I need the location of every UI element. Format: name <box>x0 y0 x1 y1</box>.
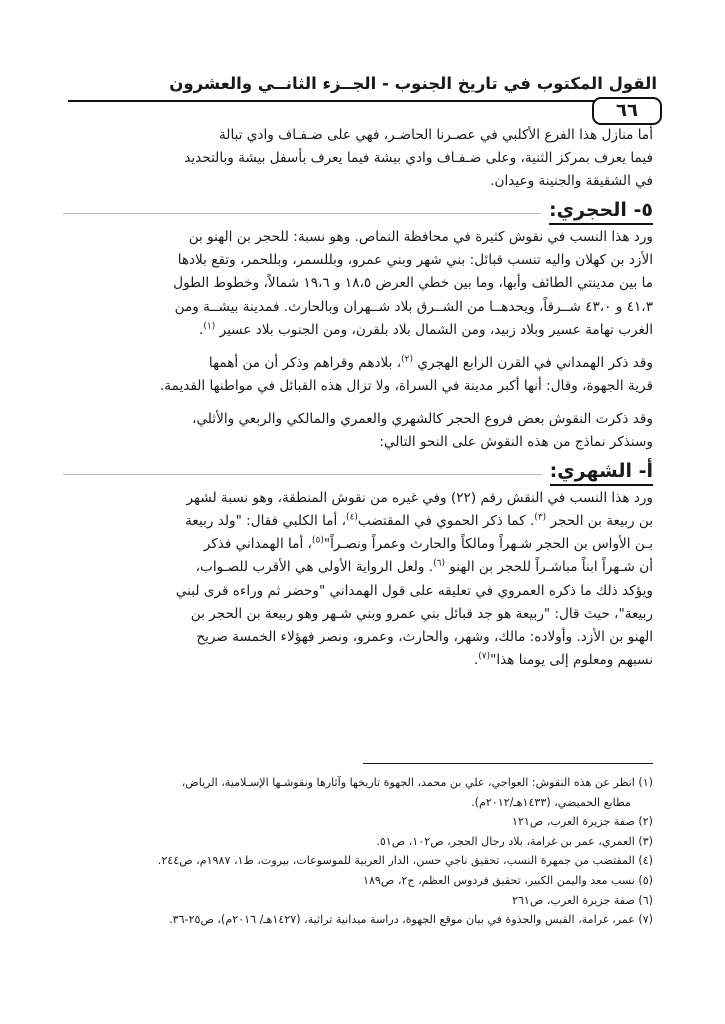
footnotes <box>63 773 653 930</box>
text-line: ربيعة"، حيث قال: "ربيعة هو جد قبائل بني عمرو وبني شـهر وهو ربيعة بن الحجر بن <box>190 605 653 622</box>
text-line: الغرب تهامة عسير وبلاد زبيد، ومن الشمال بلاد بلقرن، ومن الجنوب بلاد عسير <box>219 321 653 338</box>
section-paragraph <box>63 226 653 341</box>
text-line: وسنذكر نماذج من هذه النقوش على النحو التالي: <box>379 434 653 451</box>
text-line: ورد هذا النسب في نقوش كثيرة في محافظة النماص. وهو نسبة: للحجر بن الهنو بن <box>188 229 653 246</box>
footnote-ref[interactable]: (٥) <box>311 535 324 546</box>
subsection-paragraph <box>63 487 653 672</box>
text-line: في الشقيقة والجنينة وعيدان. <box>490 173 653 190</box>
heading-rule <box>63 213 541 214</box>
text-line: الأزد بن كهلان واليه تنسب قبائل: بني شهر وبني عمرو، وبللسمر، وبللحمر، وتقع بلادها <box>177 252 653 269</box>
footnote-ref[interactable]: (١) <box>203 321 216 332</box>
text-line: ٤١،٣ و ٤٣،٠ شــرقاً، ويحدهــا من الشــرق بلاد شــهران وبالحارث. فمدينة بيشــة ومن <box>174 298 653 315</box>
text-fragment: ، بلادهم وقراهم وذكر أن من أهمها <box>208 354 402 371</box>
subsection-heading <box>63 458 653 486</box>
text-fragment: ، أما الكلبي فقال: "ولد ربيعة <box>185 513 347 530</box>
text-fragment: وقد ذكر الهمداني في القرن الرابع الهجري <box>417 354 653 371</box>
footnote-ref[interactable]: (٧) <box>478 651 491 662</box>
section-heading-text: ٥- الحجري: <box>549 197 653 225</box>
footnote-ref[interactable]: (٣) <box>534 512 547 523</box>
footnote-6: (٦) صفة جزيرة العرب، ص٢٦١ <box>512 893 653 907</box>
section-paragraph <box>63 352 653 398</box>
footnote-ref[interactable]: (٦) <box>433 558 445 569</box>
text-line: فيما يعرف بمركز الثنية، وعلى ضـفـاف وادي بيشة فيما يعرف بأسفل بيشة وبالتحديد <box>184 150 653 167</box>
footnote-5: (٥) نسب معد واليمن الكبير، تحقيق فردوس العظم، ج٢، ص١٨٩ <box>363 873 653 887</box>
text-fragment: . ولعل الرواية الأولى هي الأقرب للصـواب، <box>195 559 434 576</box>
text-line: ما بين مدينتي الطائف وأبها، وما بين خطي العرض ١٨،٥ و ١٩،٦ شمالاً، وخطوط الطول <box>173 275 653 292</box>
footnote-ref[interactable]: (٤) <box>346 512 358 523</box>
subsection-heading-text: أ- الشهري: <box>550 458 653 486</box>
text-line: الهنو بن الأزد. وأولاده: مالك، وشهر، والحارث، وعمرو، ونصر فهؤلاء الخمسة صريح <box>196 628 653 645</box>
footnote-7: (٧) عمر، غرامة، القبس والجذوة في بيان موقع الجهوة، دراسة ميدانية تراثية، (١٤٢٧هـ/ ٢٠١٦م)، ص٢٥-٣٦. <box>169 913 653 927</box>
text-fragment: . <box>199 321 204 338</box>
footnote-2: (٢) صفة جزيرة العرب، ص١٢١ <box>512 815 653 829</box>
footnote-1-continuation: مطابع الحميضي، (١٤٣٣هـ/٢٠١٢م). <box>471 795 631 809</box>
header-rule <box>68 100 658 102</box>
footnote-4: (٤) المقتضب من جمهرة النسب، تحقيق ناجي حسن، الدار العربية للموسوعات، بيروت، ط١، ١٩٨٧م، ص٢٤٤. <box>157 854 653 868</box>
text-fragment: أن شـهراً ابناً مباشـراً للحجر بن الهنو <box>449 559 653 576</box>
section-paragraph <box>63 408 653 454</box>
text-fragment: . <box>473 651 479 668</box>
section-heading <box>63 197 653 225</box>
footnote-1: (١) انظر عن هذه النقوش: العواجي، علي بن محمد، الجهوة تاريخها وآثارها ونقوشـها الإسـلامية، الرياض، <box>181 776 653 789</box>
body-text <box>63 124 653 672</box>
intro-paragraph <box>63 124 653 193</box>
text-line: ويؤكد ذلك ما ذكره العمروي في تعليقه على قول الهمداني "وحضر ثم وراءه قرى لبني <box>175 582 653 599</box>
text-fragment: نسبهم ومعلوم إلى يومنا هذا" <box>490 651 653 668</box>
footnote-3: (٣) العمري، عمر بن غرامة، بلاد رجال الحجر، ص١٠٢، ص٥١. <box>376 834 653 848</box>
text-fragment: . كما ذكر الحموي في المقتضب <box>357 513 535 530</box>
page-number: ٦٦ <box>592 97 662 125</box>
heading-rule <box>63 474 542 475</box>
text-fragment: ، أما الهمداني فذكر <box>203 536 312 553</box>
text-line: أما منازل هذا الفرع الأكلبي في عصـرنا الحاضـر، فهي على ضـفـاف وادي تبالة <box>219 127 653 143</box>
text-fragment: بن ربيعة بن الحجر <box>550 513 653 530</box>
footnote-separator <box>363 763 653 764</box>
text-fragment: بـن الأواس بن الحجر شـهراً ومالكاً والحارث وعمراً ونصـراً" <box>323 536 653 553</box>
running-title: القول المكتوب في تاريخ الجنوب - الجــزء الثانــي والعشرون <box>169 74 657 93</box>
text-line: ورد هذا النسب في النقش رقم (٢٢) وفي غيره من نقوش المنطقة، وهو نسبة لشهر <box>186 490 653 507</box>
footnote-ref[interactable]: (٢) <box>401 354 414 365</box>
text-line: وقد ذكرت النقوش بعض فروع الحجر كالشهري والعمري والمالكي والربعي والأثلي، <box>192 410 653 427</box>
text-line: قرية الجهوة، وقال: أنها أكبر مدينة في السراة، ولا تزال هذه القبائل في مواطنها القديمة. <box>159 377 653 394</box>
